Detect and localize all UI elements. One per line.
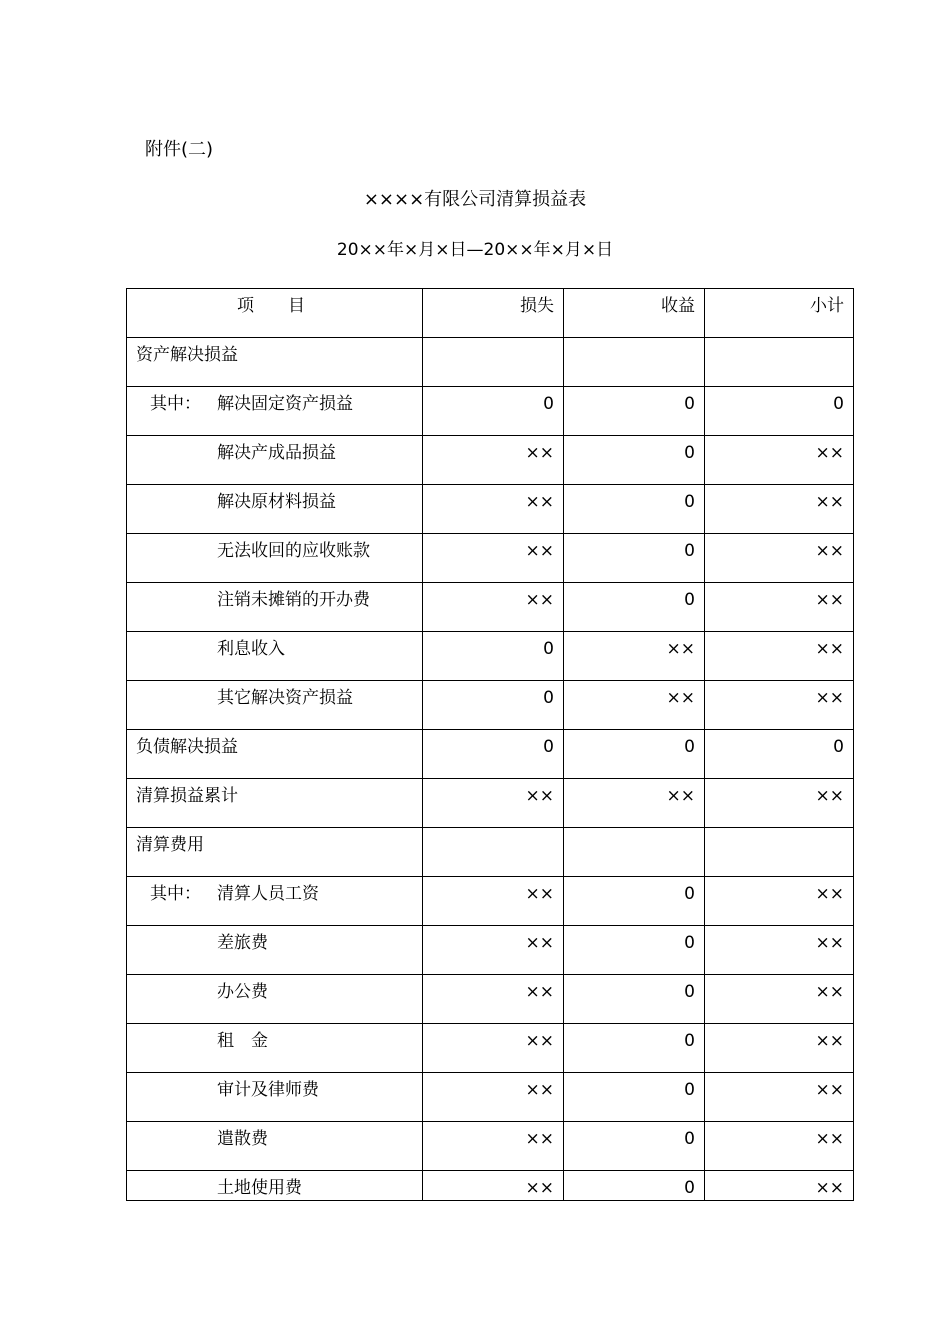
row-gain: 0: [564, 1122, 705, 1171]
row-subtotal: ××: [705, 583, 854, 632]
row-subtotal: ××: [705, 681, 854, 730]
header-item-cell: [127, 289, 423, 338]
row-loss: ××: [423, 779, 564, 828]
table-row: [127, 436, 854, 485]
header-item: 项 目: [237, 296, 305, 316]
table-row: [127, 485, 854, 534]
table-row: [127, 632, 854, 681]
row-gain: 0: [564, 1171, 705, 1201]
header-subtotal: 小计: [705, 289, 854, 338]
row-label: 解决产成品损益: [217, 443, 336, 463]
row-subtotal: ××: [705, 534, 854, 583]
row-subtotal: ××: [705, 779, 854, 828]
row-item-cell: [127, 1024, 423, 1073]
row-gain: 0: [564, 877, 705, 926]
table-row: [127, 387, 854, 436]
row-label: 清算费用: [136, 835, 204, 855]
table-header-row: [127, 289, 854, 338]
row-subtotal: ××: [705, 1073, 854, 1122]
table-row: [127, 1171, 854, 1201]
row-label: 租 金: [217, 1031, 268, 1051]
row-label: 遣散费: [217, 1129, 268, 1149]
table-row: [127, 1122, 854, 1171]
row-gain: 0: [564, 1073, 705, 1122]
row-gain: 0: [564, 485, 705, 534]
row-loss: ××: [423, 1171, 564, 1201]
row-loss: ××: [423, 436, 564, 485]
row-subtotal: [705, 828, 854, 877]
row-subtotal: ××: [705, 877, 854, 926]
row-item-cell: [127, 632, 423, 681]
row-item-cell: [127, 828, 423, 877]
row-item-cell: [127, 387, 423, 436]
row-label: 差旅费: [217, 933, 268, 953]
row-label: 办公费: [217, 982, 268, 1002]
table-row: [127, 877, 854, 926]
row-subtotal: 0: [705, 387, 854, 436]
attachment-label: 附件(二): [145, 139, 214, 160]
row-loss: ××: [423, 485, 564, 534]
row-loss: ××: [423, 583, 564, 632]
row-item-cell: [127, 583, 423, 632]
row-loss: [423, 338, 564, 387]
row-gain: [564, 338, 705, 387]
row-item-cell: [127, 681, 423, 730]
row-gain: ××: [564, 632, 705, 681]
row-label: 解决原材料损益: [217, 492, 336, 512]
row-loss: 0: [423, 730, 564, 779]
row-item-cell: [127, 975, 423, 1024]
row-label: 无法收回的应收账款: [217, 541, 370, 561]
table-row: [127, 534, 854, 583]
row-label: 利息收入: [217, 639, 285, 659]
row-gain: 0: [564, 1024, 705, 1073]
row-subtotal: ××: [705, 1122, 854, 1171]
report-period: 20××年×月×日—20××年×月×日: [336, 240, 614, 260]
row-gain: [564, 828, 705, 877]
row-gain: 0: [564, 926, 705, 975]
table-row: [127, 338, 854, 387]
row-subtotal: [705, 338, 854, 387]
row-loss: 0: [423, 387, 564, 436]
row-gain: 0: [564, 387, 705, 436]
row-item-cell: [127, 730, 423, 779]
table-row: [127, 926, 854, 975]
row-subtotal: 0: [705, 730, 854, 779]
row-item-cell: [127, 436, 423, 485]
row-loss: ××: [423, 926, 564, 975]
table-body: [127, 289, 854, 1201]
table-row: [127, 1024, 854, 1073]
row-loss: ××: [423, 1024, 564, 1073]
row-item-cell: [127, 877, 423, 926]
row-item-cell: [127, 779, 423, 828]
row-label: 资产解决损益: [136, 345, 238, 365]
row-item-cell: [127, 1122, 423, 1171]
row-item-cell: [127, 1171, 423, 1201]
row-label: 其它解决资产损益: [217, 688, 353, 708]
row-loss: ××: [423, 534, 564, 583]
row-subtotal: ××: [705, 926, 854, 975]
row-gain: 0: [564, 730, 705, 779]
row-item-cell: [127, 534, 423, 583]
table-row: [127, 828, 854, 877]
row-loss: ××: [423, 975, 564, 1024]
report-title: ××××有限公司清算损益表: [363, 189, 587, 210]
row-loss: ××: [423, 1122, 564, 1171]
row-item-cell: [127, 338, 423, 387]
row-subtotal: ××: [705, 485, 854, 534]
row-prefix: 其中：: [150, 394, 201, 414]
row-loss: ××: [423, 877, 564, 926]
header-loss: 损失: [423, 289, 564, 338]
table-row: [127, 779, 854, 828]
row-gain: 0: [564, 975, 705, 1024]
table-row: [127, 583, 854, 632]
row-subtotal: ××: [705, 1024, 854, 1073]
row-loss: 0: [423, 632, 564, 681]
row-label: 解决固定资产损益: [217, 394, 353, 414]
row-item-cell: [127, 1073, 423, 1122]
row-subtotal: ××: [705, 1171, 854, 1201]
table-row: [127, 730, 854, 779]
row-label: 清算损益累计: [136, 786, 238, 806]
row-gain: 0: [564, 534, 705, 583]
row-label: 清算人员工资: [217, 884, 319, 904]
row-gain: ××: [564, 779, 705, 828]
row-subtotal: ××: [705, 975, 854, 1024]
row-gain: ××: [564, 681, 705, 730]
table-row: [127, 975, 854, 1024]
row-subtotal: ××: [705, 632, 854, 681]
table-row: [127, 681, 854, 730]
row-loss: [423, 828, 564, 877]
row-label: 土地使用费: [217, 1178, 302, 1198]
row-label: 负债解决损益: [136, 737, 238, 757]
table-row: [127, 1073, 854, 1122]
row-gain: 0: [564, 583, 705, 632]
liquidation-profit-loss-table: [126, 288, 854, 1201]
row-loss: ××: [423, 1073, 564, 1122]
row-label: 审计及律师费: [217, 1080, 319, 1100]
row-prefix: 其中：: [150, 884, 201, 904]
row-subtotal: ××: [705, 436, 854, 485]
row-item-cell: [127, 926, 423, 975]
row-label: 注销未摊销的开办费: [217, 590, 370, 610]
row-gain: 0: [564, 436, 705, 485]
row-item-cell: [127, 485, 423, 534]
row-loss: 0: [423, 681, 564, 730]
header-gain: 收益: [564, 289, 705, 338]
